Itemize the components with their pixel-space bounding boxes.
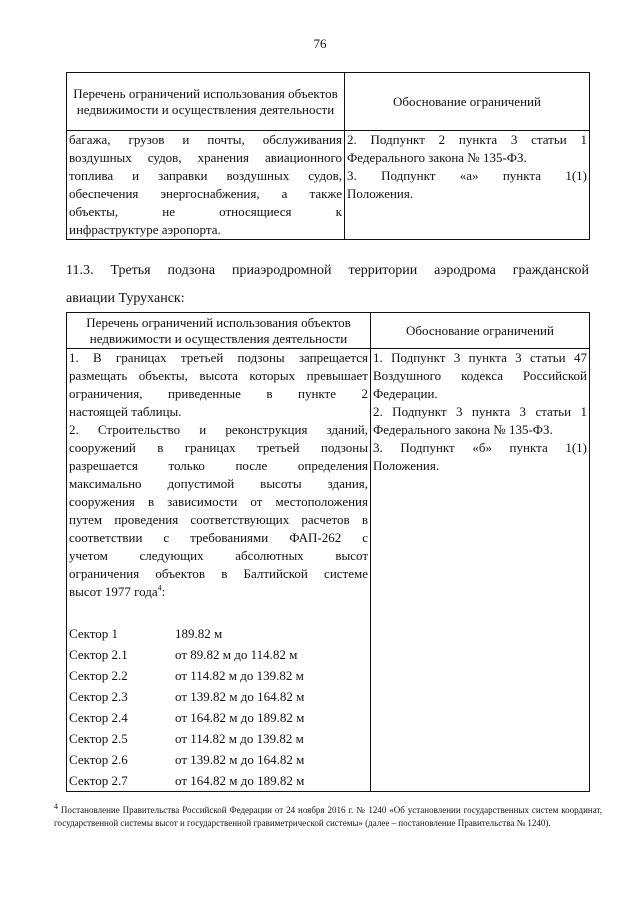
table2-header-justification: Обоснование ограничений <box>371 313 590 349</box>
table1-restrictions-cell <box>67 131 345 240</box>
table2-restrictions-cell <box>67 349 371 792</box>
sector-height: 189.82 м <box>175 626 223 641</box>
text-line: Воздушного кодекса Российской <box>373 368 587 383</box>
text-line: 1. Подпункт 3 пункта 3 статьи 47 <box>373 350 587 365</box>
sector-row <box>69 665 368 686</box>
table2-header-restrictions: Перечень ограничений использования объектов недвижимости и осуществления деятельности <box>67 313 371 349</box>
sector-heights-list <box>69 623 368 791</box>
text-line: Федерального закона № 135-ФЗ. <box>347 150 527 165</box>
text-line: сооружений в границах третьей подзоны <box>69 440 368 455</box>
table1-header-restrictions: Перечень ограничений использования объектов недвижимости и осуществления деятельности <box>67 73 345 131</box>
sector-name: Сектор 2.6 <box>69 752 128 767</box>
sector-row <box>69 644 368 665</box>
section-heading-line1: 11.3. Третья подзона приаэродромной территории аэродрома гражданской <box>66 263 589 278</box>
text-line: Положения. <box>373 458 440 473</box>
text-line: учетом следующих абсолютных высот <box>69 548 368 563</box>
text-line: воздушных судов, хранения авиационного <box>69 150 342 165</box>
trailing-colon: : <box>161 584 166 599</box>
sector-height: от 139.82 м до 164.82 м <box>175 689 305 704</box>
sector-height: от 139.82 м до 164.82 м <box>175 752 305 767</box>
text-line: настоящей таблицы. <box>69 404 182 419</box>
sector-height: от 164.82 м до 189.82 м <box>175 773 305 788</box>
text-line: 3. Подпункт «а» пункта 1(1) <box>347 168 587 183</box>
text-line: ограничения, приведенные в пункте 2 <box>69 386 368 401</box>
footnote-text: Постановление Правительства Российской Федерации от 24 ноября 2016 г. № 1240 «Об установлении государственных систем координат, государственной системы высот и государственной гравиметрической системы» (далее – постановление Правительства № 1240). <box>54 805 603 828</box>
sector-name: Сектор 2.3 <box>69 689 128 704</box>
sector-name: Сектор 2.5 <box>69 731 128 746</box>
text-line: соответствии с требованиями ФАП-262 с <box>69 530 368 545</box>
text-line: 2. Строительство и реконструкция зданий, <box>69 422 368 437</box>
sector-name: Сектор 2.7 <box>69 773 128 788</box>
sector-name: Сектор 2.4 <box>69 710 128 725</box>
text-line: Федерации. <box>373 386 438 401</box>
text-line: размещать объекты, высота которых превышает <box>69 368 368 383</box>
text-line: объекты, не относящиеся к <box>69 204 342 219</box>
text-line: путем проведения соответствующих расчетов в <box>69 512 368 527</box>
sector-height: от 164.82 м до 189.82 м <box>175 710 305 725</box>
text-line: максимально допустимой высоты здания, <box>69 476 368 491</box>
sector-name: Сектор 2.1 <box>69 647 128 662</box>
table2-justification-cell <box>371 349 590 792</box>
table1-header-justification: Обоснование ограничений <box>345 73 590 131</box>
page-number: 76 <box>313 36 327 51</box>
text-line: высот 1977 года$^4$: <box>69 583 166 599</box>
sector-name: Сектор 1 <box>69 626 119 641</box>
text-line: разрешается только после определения <box>69 458 368 473</box>
text-line: 3. Подпункт «б» пункта 1(1) <box>373 440 587 455</box>
text-line: инфраструктуре аэропорта. <box>69 222 221 237</box>
text-line: Положения. <box>347 186 414 201</box>
table1-justification-cell <box>345 131 590 240</box>
text-line: Федерального закона № 135-ФЗ. <box>373 422 553 437</box>
text-line: 2. Подпункт 2 пункта 3 статьи 1 <box>347 132 587 147</box>
sector-height: от 89.82 м до 114.82 м <box>175 647 298 662</box>
table1-restrictions-text <box>69 131 342 239</box>
table1-justification-text <box>347 131 587 203</box>
sector-row <box>69 728 368 749</box>
sector-row <box>69 623 368 644</box>
text-line: 2. Подпункт 3 пункта 3 статьи 1 <box>373 404 587 419</box>
text-line: багажа, грузов и почты, обслуживания <box>69 132 342 147</box>
sector-row <box>69 749 368 770</box>
sector-name: Сектор 2.2 <box>69 668 128 683</box>
third-subzone-restrictions-table <box>66 312 590 792</box>
footnote-separator <box>66 791 221 792</box>
sector-height: от 114.82 м до 139.82 м <box>175 668 304 683</box>
section-heading-line2: авиации Туруханск: <box>66 291 185 306</box>
sector-row <box>69 707 368 728</box>
footnote-number: 4 <box>54 802 58 811</box>
table2-justification-text <box>373 349 587 475</box>
sector-row <box>69 686 368 707</box>
sector-row <box>69 770 368 791</box>
restrictions-table-continued <box>66 72 590 240</box>
text-line: топлива и заправки воздушных судов, <box>69 168 342 183</box>
table2-restrictions-text <box>69 349 368 601</box>
footnote <box>54 804 602 830</box>
text-line: сооружения в зависимости от местоположения <box>69 494 368 509</box>
sector-height: от 114.82 м до 139.82 м <box>175 731 304 746</box>
text-line: ограничения объектов в Балтийской системе <box>69 566 368 581</box>
text-line: 1. В границах третьей подзоны запрещается <box>69 350 368 365</box>
text-line: обеспечения энергоснабжения, а также <box>69 186 342 201</box>
footnote-ref: 4 <box>157 583 162 593</box>
